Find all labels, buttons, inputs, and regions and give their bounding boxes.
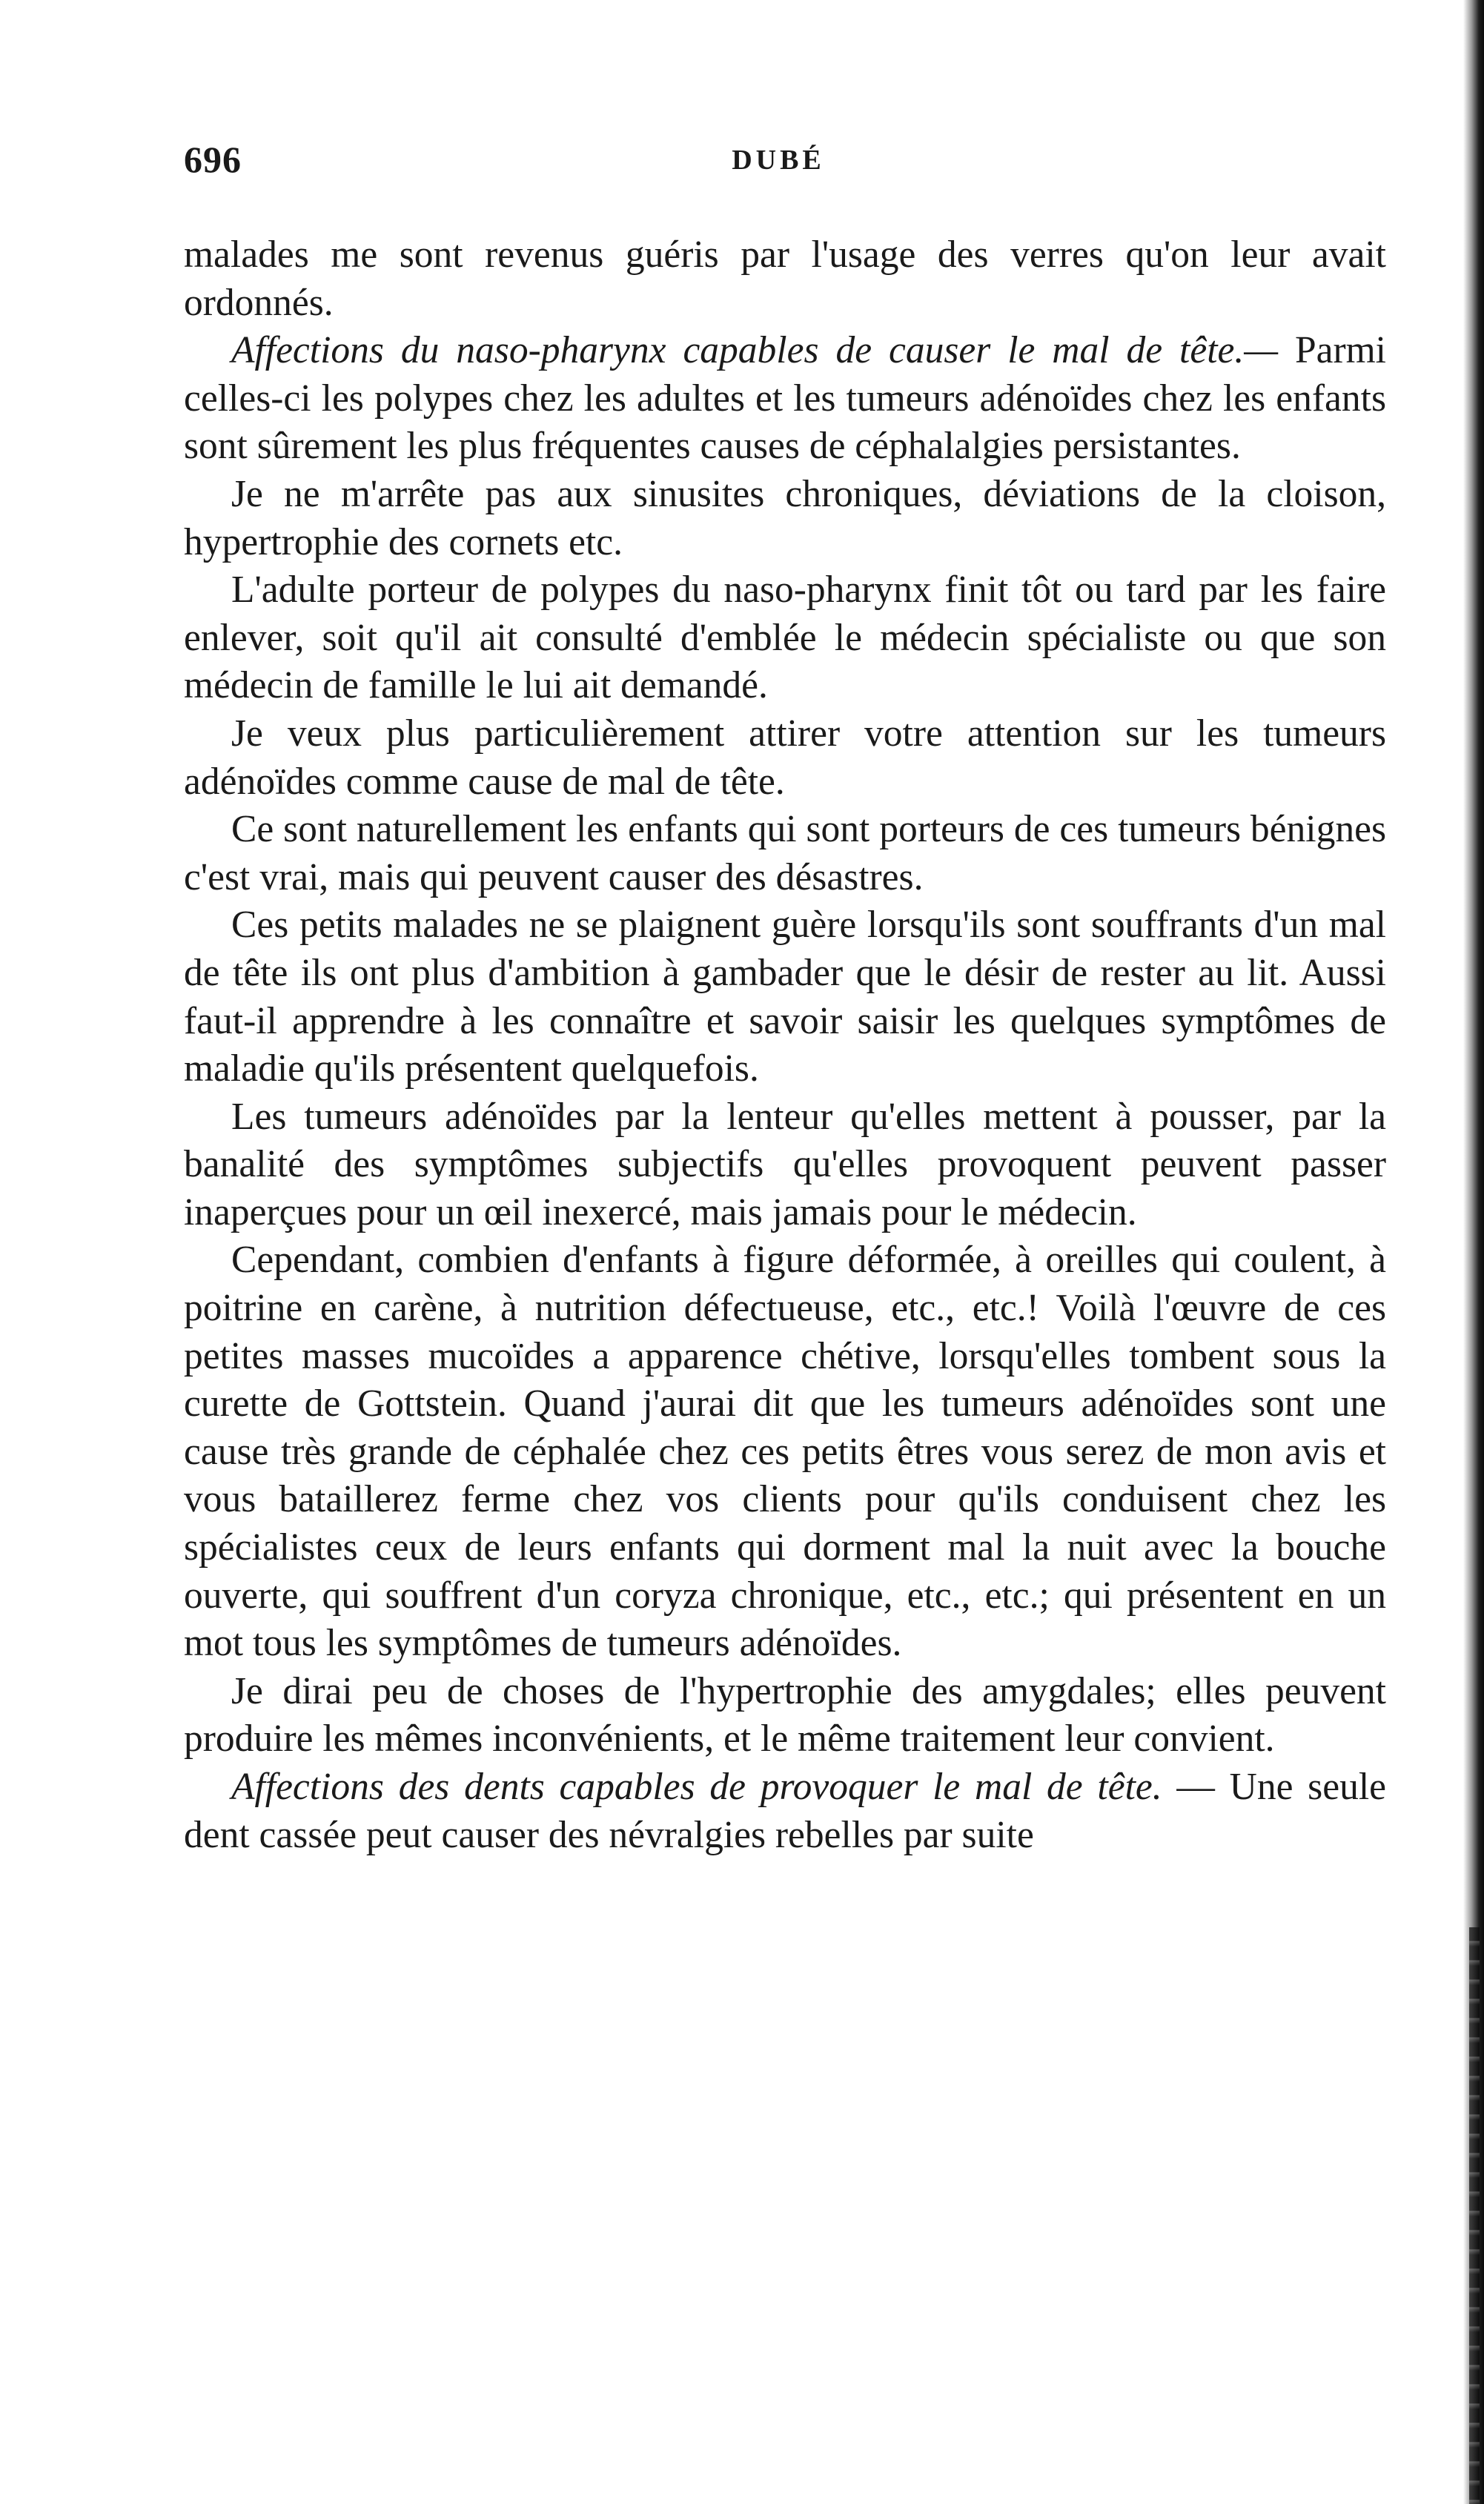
page-header (178, 138, 1379, 190)
paragraph-text: Cependant, combien d'enfants à figure déformée, à oreilles qui coulent, à poitrine en carène, à nutrition défectueuse, etc., etc.! Voilà l'œuvre de ces petites masses mucoïdes a apparence chétive, lorsqu'elles tombent sous la curette de Gottstein. Quand j'aurai dit que les tumeurs adénoïdes sont une cause très grande de céphalée chez ces petits êtres vous serez de mon avis et vous bataillerez ferme chez vos clients pour qu'ils conduisent chez les spécialistes ceux de leurs enfants qui dorment mal la nuit avec la bouche ouverte, qui souffrent d'un coryza chronique, etc., etc.; qui présentent en un mot tous les symptômes de tumeurs adénoïdes. (184, 1239, 1386, 1665)
paragraph-text: Parmi celles-ci les polypes chez les adultes et les tumeurs adénoïdes chez les enfants sont sûrement les plus fréquentes causes de céphalalgies persistantes. (184, 329, 1386, 468)
paragraph (184, 1763, 1386, 1859)
paragraph-text: Ce sont naturellement les enfants qui sont porteurs de ces tumeurs bénignes c'est vrai, mais qui peuvent causer des désastres. (184, 808, 1386, 898)
paragraph (184, 901, 1386, 1093)
paragraph-text: Les tumeurs adénoïdes par la lenteur qu'elles mettent à pousser, par la banalité des symptômes subjectifs qu'elles provoquent peuvent passer inaperçues pour un œil inexercé, mais jamais pour le médecin. (184, 1095, 1386, 1233)
paragraph (184, 1668, 1386, 1763)
paragraph (184, 566, 1386, 710)
section-title: Affections du naso-pharynx capables de causer le mal de tête.— (231, 329, 1279, 372)
paragraph-text: Je ne m'arrête pas aux sinusites chroniques, déviations de la cloison, hypertrophie des cornets etc. (184, 472, 1386, 563)
running-head: DUBÉ (732, 145, 825, 176)
body-text (184, 231, 1386, 1859)
paragraph (184, 710, 1386, 806)
paragraph (184, 1236, 1386, 1667)
paragraph-text: L'adulte porteur de polypes du naso-pharynx finit tôt ou tard par les faire enlever, soit qu'il ait consulté d'emblée le médecin spécialiste ou que son médecin de famille le lui ait demandé. (184, 569, 1386, 707)
paragraph (184, 806, 1386, 901)
paragraph-text: Je dirai peu de choses de l'hypertrophie des amygdales; elles peuvent produire les mêmes inconvénients, et le même traitement leur convient. (184, 1669, 1386, 1761)
paragraph (184, 471, 1386, 566)
paragraph-text: Ces petits malades ne se plaignent guère lorsqu'ils sont souffrants d'un mal de tête ils ont plus d'ambition à gambader que le désir de rester au lit. Aussi faut-il apprendre à les connaître et savoir saisir les quelques symptômes de maladie qu'ils présentent quelquefois. (184, 904, 1386, 1090)
paragraph-text: — Une seule dent cassée peut causer des névralgies rebelles par suite (184, 1766, 1386, 1856)
paragraph (184, 231, 1386, 327)
page-number: 696 (184, 139, 242, 180)
section-title: Affections des dents capables de provoquer le mal de tête. (231, 1766, 1162, 1808)
paragraph (184, 327, 1386, 471)
paragraph-text: Je veux plus particulièrement attirer votre attention sur les tumeurs adénoïdes comme cause de mal de tête. (184, 712, 1386, 803)
scan-edge-noise (1469, 1927, 1480, 2504)
paragraph (184, 1093, 1386, 1237)
paragraph-text: malades me sont revenus guéris par l'usage des verres qu'on leur avait ordonnés. (184, 233, 1386, 324)
